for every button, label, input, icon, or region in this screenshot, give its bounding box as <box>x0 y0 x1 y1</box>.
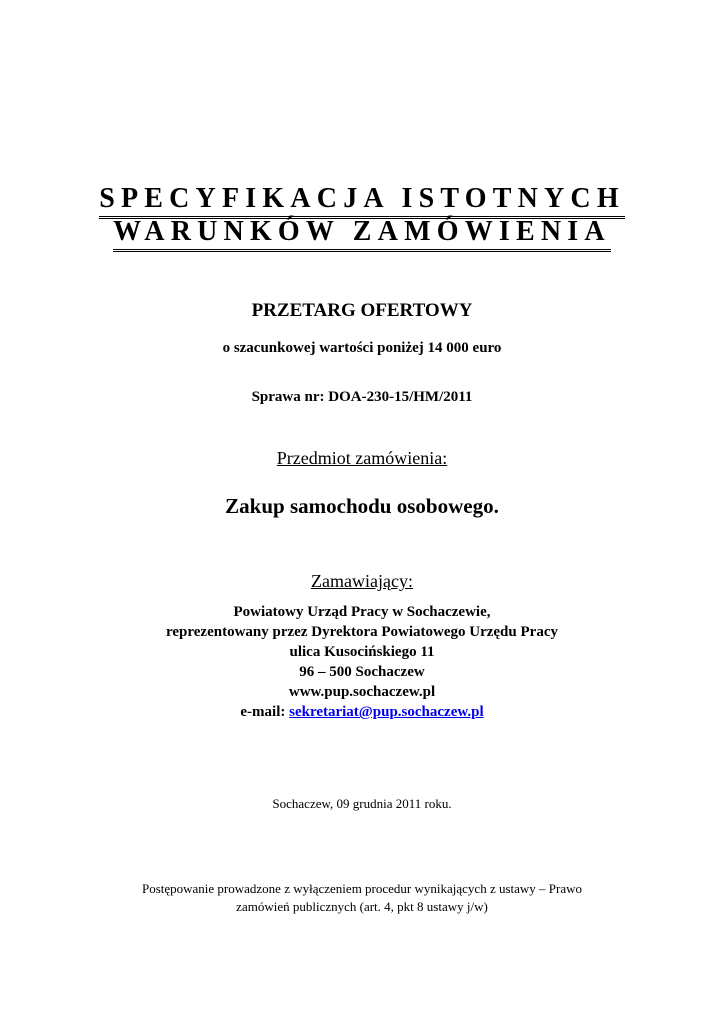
title-line-1-text: SPECYFIKACJA ISTOTNYCH <box>99 182 625 219</box>
buyer-label-text: Zamawiający: <box>311 571 413 591</box>
date-place: Sochaczew, 09 grudnia 2011 roku. <box>272 796 452 811</box>
buyer-street: ulica Kusocińskiego 11 <box>289 644 435 660</box>
value-note: o szacunkowej wartości poniżej 14 000 euro <box>222 340 502 356</box>
buyer-website: www.pup.sochaczew.pl <box>288 684 436 700</box>
buyer-label <box>0 571 724 592</box>
buyer-block <box>0 602 724 722</box>
document-title-line-1 <box>0 182 724 219</box>
document-title-line-2 <box>0 215 724 252</box>
buyer-representative: reprezentowany przez Dyrektora Powiatowego Urzędu Pracy <box>166 624 558 640</box>
case-number: Sprawa nr: DOA-230-15/HM/2011 <box>251 389 473 405</box>
title-line-2-text: WARUNKÓW ZAMÓWIENIA <box>113 215 611 252</box>
buyer-name: Powiatowy Urząd Pracy w Sochaczewie, <box>233 604 491 620</box>
subject-label-text: Przedmiot zamówienia: <box>276 448 448 468</box>
email-link[interactable]: sekretariat@pup.sochaczew.pl <box>289 704 484 720</box>
buyer-city: 96 – 500 Sochaczew <box>299 664 425 680</box>
subject-label <box>0 448 724 469</box>
footer-line-2: zamówień publicznych (art. 4, pkt 8 ustawy j/w) <box>236 899 488 914</box>
order-subject: Zakup samochodu osobowego. <box>225 494 499 518</box>
buyer-email-line <box>0 702 724 722</box>
procedure-type: PRZETARG OFERTOWY <box>251 300 473 321</box>
footer-line-1: Postępowanie prowadzone z wyłączeniem procedur wynikających z ustawy – Prawo <box>141 881 583 896</box>
footer-note <box>0 880 724 916</box>
email-prefix: e-mail: <box>240 704 290 720</box>
